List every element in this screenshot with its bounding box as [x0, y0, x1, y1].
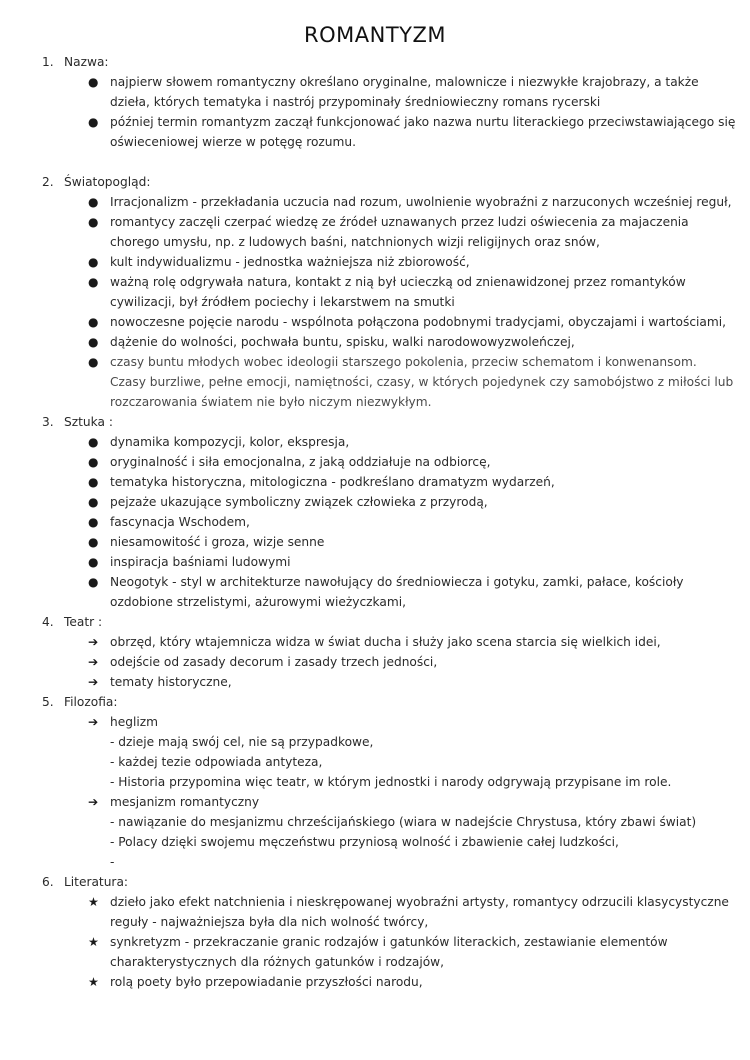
list-item: ★ dzieło jako efekt natchnienia i nieskrępowanej wyobraźni artysty, romantycy odrzucili klasycystyczne reguły - najważniejsza była dla nich wolność twórcy,: [0, 892, 750, 932]
star-icon: ★: [88, 975, 99, 989]
section-number: 5.: [42, 695, 54, 709]
section-title: Światopogląd:: [64, 175, 151, 189]
list-item: ● dążenie do wolności, pochwała buntu, spisku, walki narodowowyzwoleńczej,: [0, 332, 750, 352]
sub-line: - Polacy dzięki swojemu męczeństwu przyniosą wolność i zbawienie całej ludzkości,: [110, 835, 619, 849]
arrow-right-icon: ➔: [88, 675, 99, 689]
arrow-right-icon: ➔: [88, 715, 99, 729]
bullet-icon: ●: [88, 535, 99, 549]
list-item: ● pejzaże ukazujące symboliczny związek człowieka z przyrodą,: [0, 492, 750, 512]
bullet-icon: ●: [88, 555, 99, 569]
list-item: ● oryginalność i siła emocjonalna, z jaką oddziałuje na odbiorcę,: [0, 452, 750, 472]
list-item: ● fascynacja Wschodem,: [0, 512, 750, 532]
arrow-right-icon: ➔: [88, 635, 99, 649]
list-item: ● niesamowitość i groza, wizje senne: [0, 532, 750, 552]
list-item-mesjanizm: ➔ mesjanizm romantyczny: [0, 792, 750, 812]
bullet-icon: ●: [88, 495, 99, 509]
list-item: ● romantycy zaczęli czerpać wiedzę ze źródeł uznawanych przez ludzi oświecenia za majaczenia chorego umysłu, np. z ludowych baśni, natchnionych wizji religijnych oraz snów,: [0, 212, 750, 252]
bullet-icon: ●: [88, 575, 99, 589]
list-item: ● ważną rolę odgrywała natura, kontakt z nią był ucieczką od znienawidzonej przez romantyków cywilizacji, był źródłem pociechy i lekarstwem na smutki: [0, 272, 750, 312]
arrow-right-icon: ➔: [88, 655, 99, 669]
bullet-icon: ●: [88, 75, 99, 89]
section-literatura: [0, 872, 750, 992]
section-number: 4.: [42, 615, 54, 629]
bullet-icon: ●: [88, 475, 99, 489]
document-body: [0, 52, 750, 992]
section-swiatopoglad: [0, 172, 750, 412]
section-nazwa: [0, 52, 750, 152]
section-title: Sztuka :: [64, 415, 113, 429]
section-filozofia: [0, 692, 750, 872]
bullet-icon: ●: [88, 275, 99, 289]
list-item: ● czasy buntu młodych wobec ideologii starszego pokolenia, przeciw schematom i konwenansom. Czasy burzliwe, pełne emocji, namiętności, czasy, w których pojedynek czy samobójstwo z miłości lub rozczarowania światem nie było niczym niezwykłym.: [0, 352, 750, 412]
bullet-icon: ●: [88, 355, 99, 369]
list-item: ● inspiracja baśniami ludowymi: [0, 552, 750, 572]
star-icon: ★: [88, 895, 99, 909]
section-title: Literatura:: [64, 875, 129, 889]
list-item: ★ synkretyzm - przekraczanie granic rodzajów i gatunków literackich, zestawianie elementów charakterystycznych dla różnych gatunków i rodzajów,: [0, 932, 750, 972]
arrow-right-icon: ➔: [88, 795, 99, 809]
bullet-icon: ●: [88, 515, 99, 529]
list-item: ● najpierw słowem romantyczny określano oryginalne, malownicze i niezwykłe krajobrazy, a także dzieła, których tematyka i nastrój przypominały średniowieczny romans rycerski: [0, 72, 750, 112]
section-title: Filozofia:: [64, 695, 118, 709]
sub-line: - każdej tezie odpowiada antyteza,: [110, 755, 323, 769]
bullet-icon: ●: [88, 435, 99, 449]
list-item: ➔ odejście od zasady decorum i zasady trzech jedności,: [0, 652, 750, 672]
bullet-icon: ●: [88, 195, 99, 209]
sub-line: - dzieje mają swój cel, nie są przypadkowe,: [110, 735, 374, 749]
section-title: Teatr :: [64, 615, 103, 629]
list-item: ➔ obrzęd, który wtajemnicza widza w świat ducha i służy jako scena starcia się wielkich idei,: [0, 632, 750, 652]
list-item: ★ rolą poety było przepowiadanie przyszłości narodu,: [0, 972, 750, 992]
list-item-heglizm: ➔ heglizm: [0, 712, 750, 732]
list-item: ● tematyka historyczna, mitologiczna - podkreślano dramatyzm wydarzeń,: [0, 472, 750, 492]
section-number: 3.: [42, 415, 54, 429]
list-item: ● później termin romantyzm zaczął funkcjonować jako nazwa nurtu literackiego przeciwstawiającego się oświeceniowej wierze w potęgę rozumu.: [0, 112, 750, 152]
sub-line: - Historia przypomina więc teatr, w którym jednostki i narody odgrywają przypisane im role.: [110, 775, 672, 789]
star-icon: ★: [88, 935, 99, 949]
bullet-icon: ●: [88, 255, 99, 269]
list-item: ● nowoczesne pojęcie narodu - wspólnota połączona podobnymi tradycjami, obyczajami i wartościami,: [0, 312, 750, 332]
bullet-icon: ●: [88, 215, 99, 229]
sub-line: -: [110, 855, 115, 869]
section-number: 2.: [42, 175, 54, 189]
page-title: ROMANTYZM: [304, 23, 446, 47]
bullet-icon: ●: [88, 335, 99, 349]
section-number: 6.: [42, 875, 54, 889]
sub-line: - nawiązanie do mesjanizmu chrześcijańskiego (wiara w nadejście Chrystusa, który zbawi świat): [110, 815, 697, 829]
list-item: ➔ tematy historyczne,: [0, 672, 750, 692]
section-number: 1.: [42, 55, 54, 69]
list-item: ● Irracjonalizm - przekładania uczucia nad rozum, uwolnienie wyobraźni z narzuconych wcześniej reguł,: [0, 192, 750, 212]
list-item: ● Neogotyk - styl w architekturze nawołujący do średniowiecza i gotyku, zamki, pałace, kościoły ozdobione strzelistymi, ażurowymi wieżyczkami,: [0, 572, 750, 612]
bullet-icon: ●: [88, 455, 99, 469]
list-item: ● kult indywidualizmu - jednostka ważniejsza niż zbiorowość,: [0, 252, 750, 272]
list-item: ● dynamika kompozycji, kolor, ekspresja,: [0, 432, 750, 452]
bullet-icon: ●: [88, 315, 99, 329]
section-teatr: [0, 612, 750, 692]
bullet-icon: ●: [88, 115, 99, 129]
section-title: Nazwa:: [64, 55, 109, 69]
section-sztuka: [0, 412, 750, 612]
